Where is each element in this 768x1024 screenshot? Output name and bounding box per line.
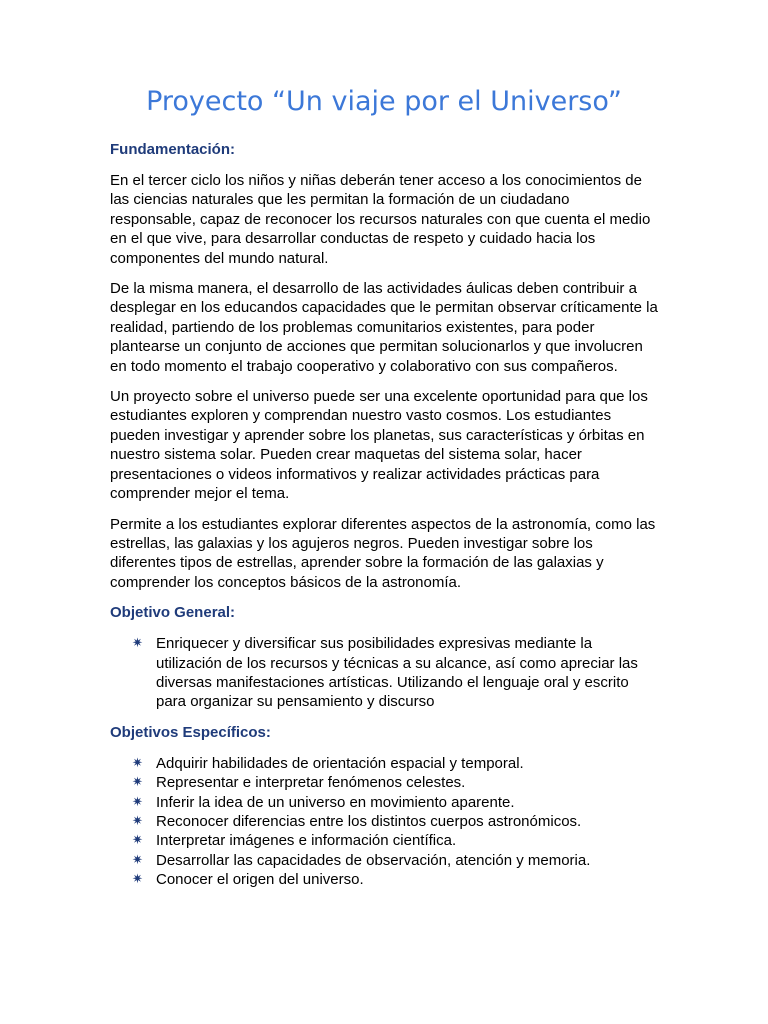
- asterisk-star-icon: ✷: [132, 813, 143, 829]
- paragraph: Un proyecto sobre el universo puede ser una excelente oportunidad para que los estudiantes exploren y comprendan nuestro vasto cosmos. Los estudiantes pueden investigar y aprender sobre los planetas, sus características y órbitas en nuestro sistema solar. Pueden crear maquetas del sistema solar, hacer presentaciones o videos informativos y realizar actividades prácticas para comprender mejor el tema.: [110, 388, 648, 503]
- paragraph: De la misma manera, el desarrollo de las actividades áulicas deben contribuir a desplegar en los educandos capacidades que le permitan observar críticamente la realidad, partiendo de los problemas comunitarios existentes, para poder plantearse un conjunto de acciones que permitan solucionarlos y que involucren en todo momento el trabajo cooperativo y colaborativo con sus compañeros.: [110, 280, 658, 375]
- document-page: [110, 82, 658, 901]
- paragraph: Permite a los estudiantes explorar diferentes aspectos de la astronomía, como las estrellas, las galaxias y los agujeros negros. Pueden investigar sobre los diferentes tipos de estrellas, aprender sobre la formación de las galaxias y comprender los conceptos básicos de la astronomía.: [110, 515, 656, 591]
- objetivo-general-list: [110, 634, 658, 712]
- asterisk-star-icon: ✷: [132, 833, 143, 849]
- list-item-text: Enriquecer y diversificar sus posibilidades expresivas mediante la utilización de los recursos y técnicas a su alcance, así como apreciar las diversas manifestaciones artísticas. Utilizando el lenguaje oral y escrito para organizar su pensamiento y discurso: [156, 635, 638, 711]
- paragraph: En el tercer ciclo los niños y niñas deberán tener acceso a los conocimientos de las ciencias naturales que les permitan la formación de un ciudadano responsable, capaz de reconocer los recursos naturales con que cuenta el medio en el que vive, para desarrollar conductas de respeto y cuidado hacia los componentes del mundo natural.: [110, 172, 651, 267]
- asterisk-star-icon: ✷: [132, 755, 143, 771]
- list-item: [110, 773, 658, 792]
- list-item-text: Desarrollar las capacidades de observación, atención y memoria.: [156, 851, 591, 869]
- list-item-text: Conocer el origen del universo.: [156, 871, 364, 889]
- document-title: Proyecto “Un viaje por el Universo”: [146, 86, 622, 117]
- asterisk-star-icon: ✷: [132, 852, 143, 868]
- list-item: [110, 851, 658, 870]
- asterisk-star-icon: ✷: [132, 636, 143, 652]
- section-heading-objetivos-especificos: Objetivos Específicos:: [110, 723, 271, 741]
- list-item: [110, 634, 658, 712]
- list-item: [110, 754, 658, 773]
- list-item-text: Interpretar imágenes e información científica.: [156, 832, 457, 850]
- section-heading-objetivo-general: Objetivo General:: [110, 604, 236, 622]
- objetivos-especificos-list: [110, 754, 658, 890]
- list-item: [110, 812, 658, 831]
- list-item: [110, 870, 658, 889]
- list-item-text: Reconocer diferencias entre los distintos cuerpos astronómicos.: [156, 812, 582, 830]
- list-item-text: Inferir la idea de un universo en movimiento aparente.: [156, 793, 515, 811]
- section-heading-fundamentacion: Fundamentación:: [110, 141, 236, 158]
- asterisk-star-icon: ✷: [132, 794, 143, 810]
- asterisk-star-icon: ✷: [132, 775, 143, 791]
- asterisk-star-icon: ✷: [132, 872, 143, 888]
- list-item: [110, 831, 658, 850]
- list-item-text: Adquirir habilidades de orientación espacial y temporal.: [156, 754, 524, 772]
- list-item: [110, 793, 658, 812]
- list-item-text: Representar e interpretar fenómenos celestes.: [156, 774, 466, 792]
